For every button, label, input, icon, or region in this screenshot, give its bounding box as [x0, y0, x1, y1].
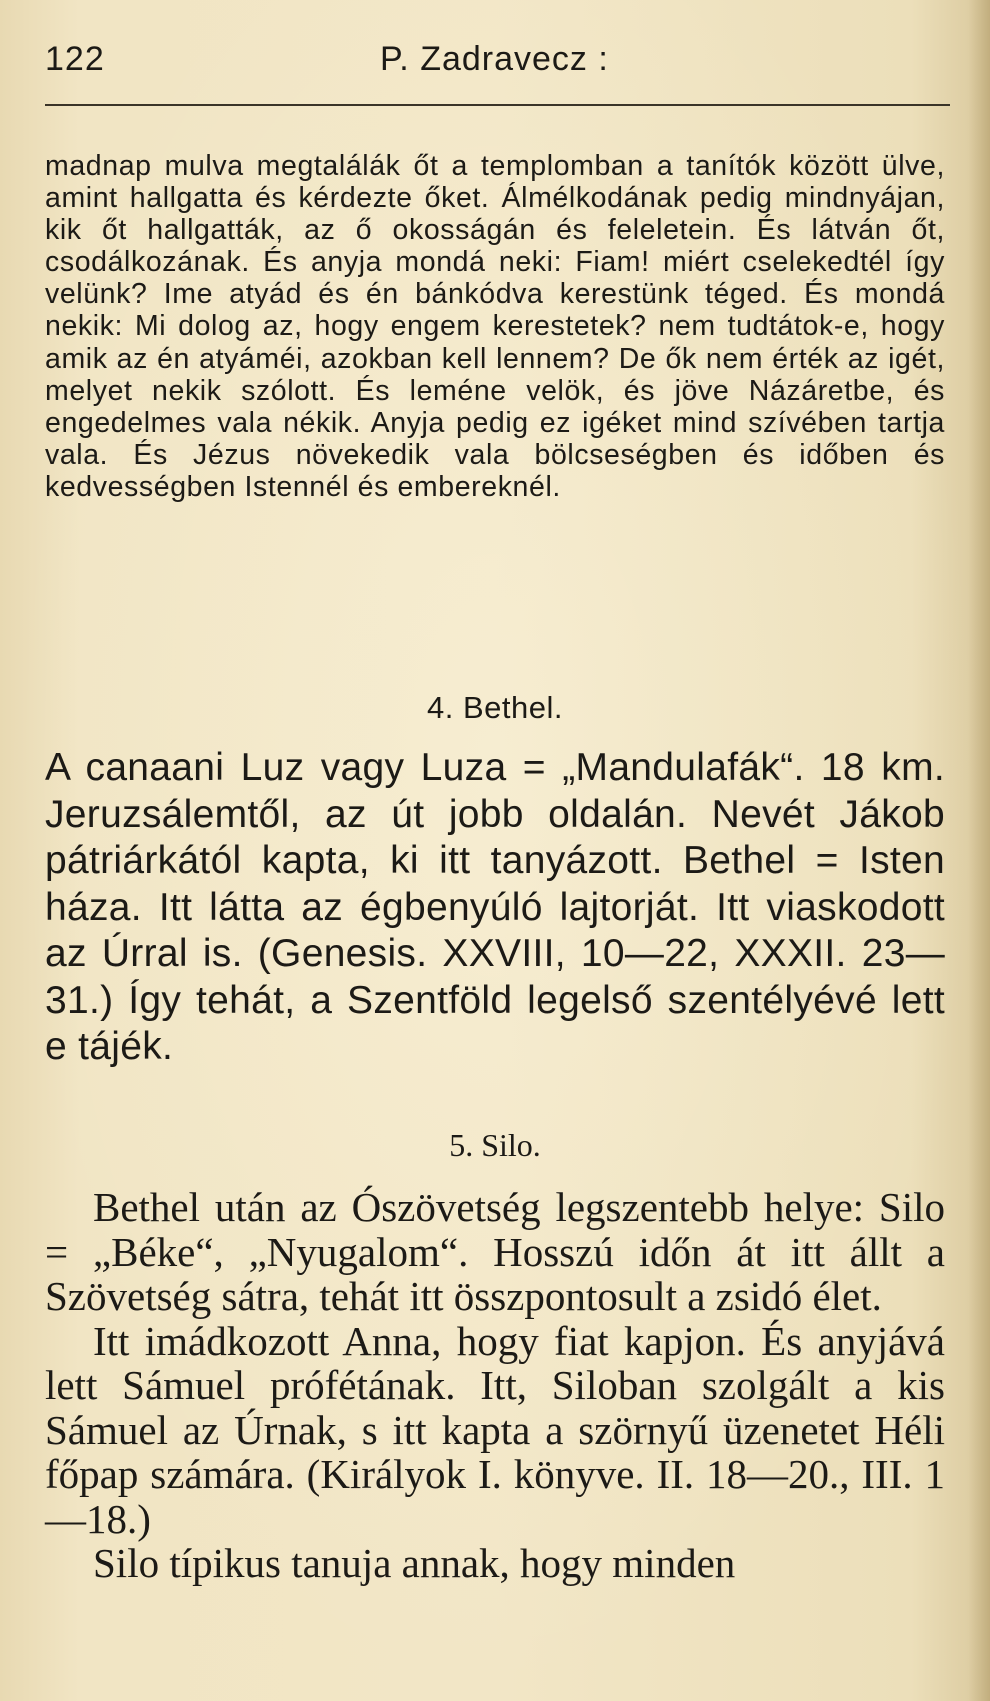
silo-paragraph-3: Silo típikus tanuja annak, hogy minden [93, 1540, 736, 1586]
luke-passage [45, 150, 945, 503]
section-body-bethel [45, 745, 945, 1071]
running-head: P. Zadravecz : [380, 40, 609, 78]
page-header [45, 40, 945, 90]
section-body-silo [45, 1185, 945, 1586]
silo-paragraph-2: Itt imádkozott Anna, hogy fiat kapjon. És anyjává lett Sámuel prófétának. Itt, Siloban szolgált a kis Sámuel az Úrnak, s itt kapta a szörnyű üzenetet Héli főpap számára. (Királyok I. könyve. II. 18—20., III. 1—18.) [45, 1317, 945, 1542]
bethel-paragraph: A canaani Luz vagy Luza = „Mandulafák“. 18 km. Jeruzsálemtől, az út jobb oldalán. Nevét Jákob pátriárkától kapta, ki itt tanyázott. Bethel = Isten háza. Itt látta az égbenyúló lajtorját. Itt viaskodott az Úrral is. (Genesis. XXVIII, 10—22, XXXII. 23—31.) Így tehát, a Szentföld legelső szentélyévé lett e tájék. [45, 746, 945, 1068]
page-number: 122 [45, 40, 105, 78]
page-edge-shadow [968, 0, 990, 1701]
header-rule [45, 104, 950, 106]
silo-paragraph-1: Bethel után az Ószövetség legszentebb helye: Silo = „Béke“, „Nyugalom“. Hosszú időn át itt állt a Szövetség sátra, tehát itt összpontosult a zsidó élet. [45, 1184, 945, 1319]
passage-paragraph: madnap mulva megtalálák őt a templomban a tanítók között ülve, amint hallgatta és kérdezte őket. Álmélkodának pedig mindnyájan, kik őt hallgatták, az ő okosságán és feleletein. És látván őt, csodálkozának. És anyja mondá neki: Fiam! miért cselekedtél így velünk? Ime atyád és én bánkódva kerestünk téged. És mondá nekik: Mi dolog az, hogy engem kerestetek? nem tudtátok-e, hogy amik az én atyáméi, azokban kell lennem? De ők nem érték az igét, melyet nekik szólott. És leméne velök, és jöve Názáretbe, és engedelmes vala nékik. Anyja pedig ez igéket mind szívében tartja vala. És Jézus növekedik vala bölcseségben és időben és kedvességben Istennél és embereknél. [45, 150, 945, 503]
section-heading-bethel: 4. Bethel. [427, 690, 563, 725]
section-heading-silo: 5. Silo. [449, 1127, 541, 1163]
